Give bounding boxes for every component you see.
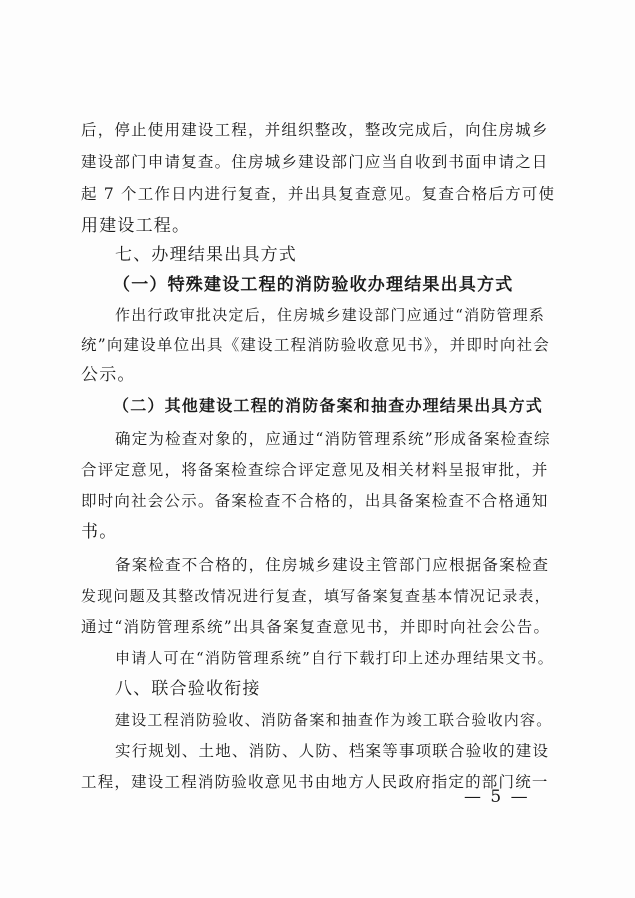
body-line: 申请人可在“消防管理系统”自行下载打印上述办理结果文书。 bbox=[115, 649, 554, 667]
body-line: 确定为检查对象的，应通过“消防管理系统”形成备案检查综 bbox=[115, 430, 551, 448]
section-heading: 八、联合验收衔接 bbox=[115, 679, 261, 699]
body-line: 即时向社会公示。备案检查不合格的，出具备案检查不合格通知 bbox=[81, 492, 549, 510]
body-line: 用建设工程。 bbox=[81, 216, 191, 236]
body-line: 通过“消防管理系统”出具备案复查意见书，并即时向社会公告。 bbox=[81, 618, 551, 636]
body-line: 工程，建设工程消防验收意见书由地方人民政府指定的部门统一 bbox=[81, 773, 549, 791]
body-line: 建设部门申请复查。住房城乡建设部门应当自收到书面申请之日 bbox=[81, 153, 549, 171]
body-line: 实行规划、土地、消防、人防、档案等事项联合验收的建设 bbox=[115, 742, 550, 760]
page-number: — 5 — bbox=[464, 787, 530, 807]
body-line: 发现问题及其整改情况进行复查，填写备案复查基本情况记录表， bbox=[81, 587, 551, 605]
body-line: 合评定意见，将备案检查综合评定意见及相关材料呈报审批，并 bbox=[81, 461, 549, 479]
body-line: 作出行政审批决定后，住房城乡建设部门应通过“消防管理系 bbox=[115, 306, 546, 324]
body-line: 起 7 个工作日内进行复查，并出具复查意见。复查合格后方可使 bbox=[81, 185, 556, 203]
body-line: 书。 bbox=[81, 522, 118, 542]
subsection-heading: （一）特殊建设工程的消防验收办理结果出具方式 bbox=[113, 275, 514, 295]
body-line: 建设工程消防验收、消防备案和抽查作为竣工联合验收内容。 bbox=[115, 711, 553, 729]
body-line: 统”向建设单位出具《建设工程消防验收意见书》，并即时向社会 bbox=[81, 336, 550, 354]
body-line: 公示。 bbox=[81, 365, 136, 385]
body-line: 备案检查不合格的，住房城乡建设主管部门应根据备案检查 bbox=[115, 556, 550, 574]
section-heading: 七、办理结果出具方式 bbox=[115, 245, 297, 265]
body-line: 后，停止使用建设工程，并组织整改，整改完成后，向住房城乡 bbox=[81, 121, 549, 139]
subsection-heading: （二）其他建设工程的消防备案和抽查办理结果出具方式 bbox=[113, 396, 544, 415]
